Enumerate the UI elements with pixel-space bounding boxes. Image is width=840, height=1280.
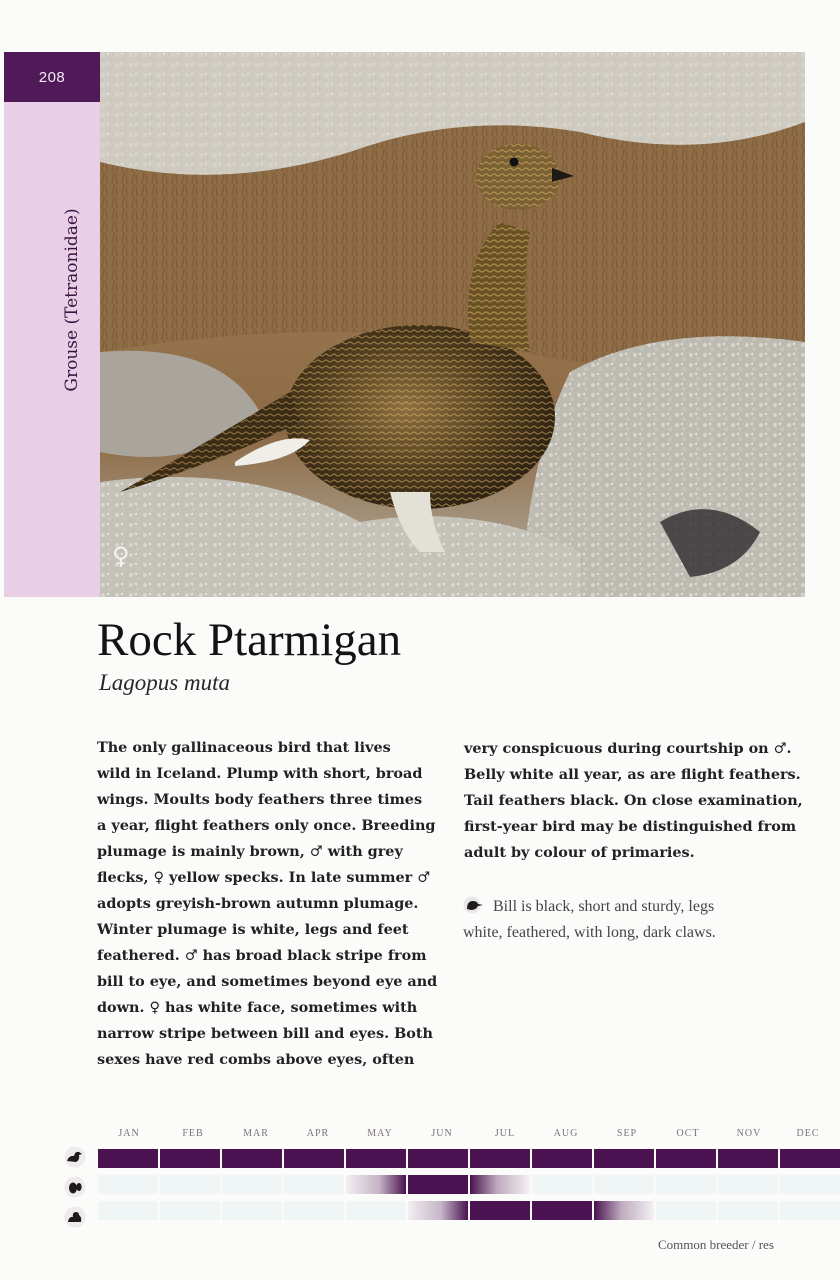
description-line: down. ♀ has white face, sometimes with (97, 999, 418, 1016)
female-symbol-icon: ♀ (112, 542, 130, 570)
calendar-month-cell (656, 1149, 716, 1168)
calendar-month-cell (470, 1201, 530, 1220)
month-label: DEC (796, 1128, 820, 1139)
month-label: AUG (553, 1128, 579, 1139)
description-line: feathered. ♂ has broad black stripe from (97, 947, 427, 964)
description-line: wild in Iceland. Plump with short, broad (97, 765, 423, 782)
month-label: MAY (367, 1128, 393, 1139)
description-right-column (464, 736, 805, 866)
description-line: sexes have red combs above eyes, often (97, 1051, 415, 1068)
description-line: bill to eye, and sometimes beyond eye and (97, 973, 438, 990)
calendar-month-cell (594, 1201, 654, 1220)
bill-note-line: white, feathered, with long, dark claws. (463, 924, 716, 941)
calendar-month-cell (222, 1175, 282, 1194)
month-label: JAN (118, 1128, 140, 1139)
description-line: first-year bird may be distinguished from (464, 818, 797, 835)
month-labels (0, 1128, 820, 1148)
calendar-month-cell (408, 1149, 468, 1168)
bird-head-icon (463, 896, 485, 914)
month-label: JUL (494, 1128, 516, 1139)
page-number: 208 (4, 52, 100, 102)
calendar-month-cell (346, 1201, 406, 1220)
month-label: NOV (736, 1128, 762, 1139)
description-line: narrow stripe between bill and eyes. Both (97, 1025, 434, 1042)
description-left-column (97, 735, 442, 1073)
month-label: FEB (182, 1128, 204, 1139)
month-label: JUN (431, 1128, 453, 1139)
calendar-month-cell (222, 1201, 282, 1220)
calendar-month-cell (532, 1201, 592, 1220)
calendar-row-eggs (98, 1175, 805, 1194)
bill-note (463, 894, 803, 946)
description-line: adopts greyish-brown autumn plumage. (97, 895, 419, 912)
bill-note-text: Bill is black, short and sturdy, legs (493, 898, 715, 915)
calendar-month-cell (470, 1175, 530, 1194)
calendar-month-cell (222, 1149, 282, 1168)
description-line: Winter plumage is white, legs and feet (97, 921, 409, 938)
calendar-month-cell (470, 1149, 530, 1168)
calendar-month-cell (594, 1175, 654, 1194)
bill-note-line (463, 894, 803, 920)
description-line: a year, flight feathers only once. Breeding (97, 817, 436, 834)
calendar-month-cell (98, 1149, 158, 1168)
calendar-month-cell (160, 1175, 220, 1194)
description-line: Tail feathers black. On close examination, (464, 792, 803, 809)
page-tab (4, 52, 100, 597)
description-line: The only gallinaceous bird that lives (97, 739, 391, 756)
calendar-month-cell (532, 1175, 592, 1194)
calendar-month-cell (780, 1149, 840, 1168)
description-line: Belly white all year, as are flight feathers. (464, 766, 801, 783)
calendar-month-cell (408, 1201, 468, 1220)
resident-bird-icon (64, 1146, 86, 1168)
calendar-month-cell (346, 1175, 406, 1194)
calendar-month-cell (160, 1149, 220, 1168)
calendar-month-cell (98, 1201, 158, 1220)
species-common-name: Rock Ptarmigan (97, 614, 402, 666)
description-line: very conspicuous during courtship on ♂. (464, 740, 792, 757)
calendar-month-cell (346, 1149, 406, 1168)
calendar-month-cell (656, 1175, 716, 1194)
calendar-month-cell (718, 1201, 778, 1220)
family-band (4, 102, 100, 597)
month-label: APR (306, 1128, 330, 1139)
calendar-month-cell (98, 1175, 158, 1194)
calendar-month-cell (780, 1201, 840, 1220)
calendar-month-cell (594, 1149, 654, 1168)
egg-icon (64, 1176, 86, 1198)
calendar-month-cell (284, 1201, 344, 1220)
calendar-row-resident (98, 1149, 805, 1168)
calendar-month-cell (780, 1175, 840, 1194)
description-line: adult by colour of primaries. (464, 844, 695, 861)
species-photo (100, 52, 805, 597)
description-line: plumage is mainly brown, ♂ with grey (97, 843, 403, 860)
family-label: Grouse (Tetraonidae) (62, 208, 82, 392)
month-label: OCT (676, 1128, 700, 1139)
calendar-month-cell (284, 1175, 344, 1194)
calendar-month-cell (656, 1201, 716, 1220)
calendar-month-cell (284, 1149, 344, 1168)
calendar-month-cell (718, 1149, 778, 1168)
calendar-month-cell (408, 1175, 468, 1194)
month-label: MAR (243, 1128, 269, 1139)
calendar-row-chicks (98, 1201, 805, 1220)
calendar-month-cell (160, 1201, 220, 1220)
status-text: Common breeder / res (658, 1237, 774, 1252)
ptarmigan-photo-illustration (100, 52, 805, 597)
description-line: flecks, ♀ yellow specks. In late summer ♂ (97, 869, 431, 886)
species-scientific-name: Lagopus muta (99, 670, 230, 695)
calendar-month-cell (532, 1149, 592, 1168)
chick-icon (64, 1206, 86, 1228)
description-line: wings. Moults body feathers three times (97, 791, 423, 808)
calendar-month-cell (718, 1175, 778, 1194)
month-label: SEP (616, 1128, 638, 1139)
